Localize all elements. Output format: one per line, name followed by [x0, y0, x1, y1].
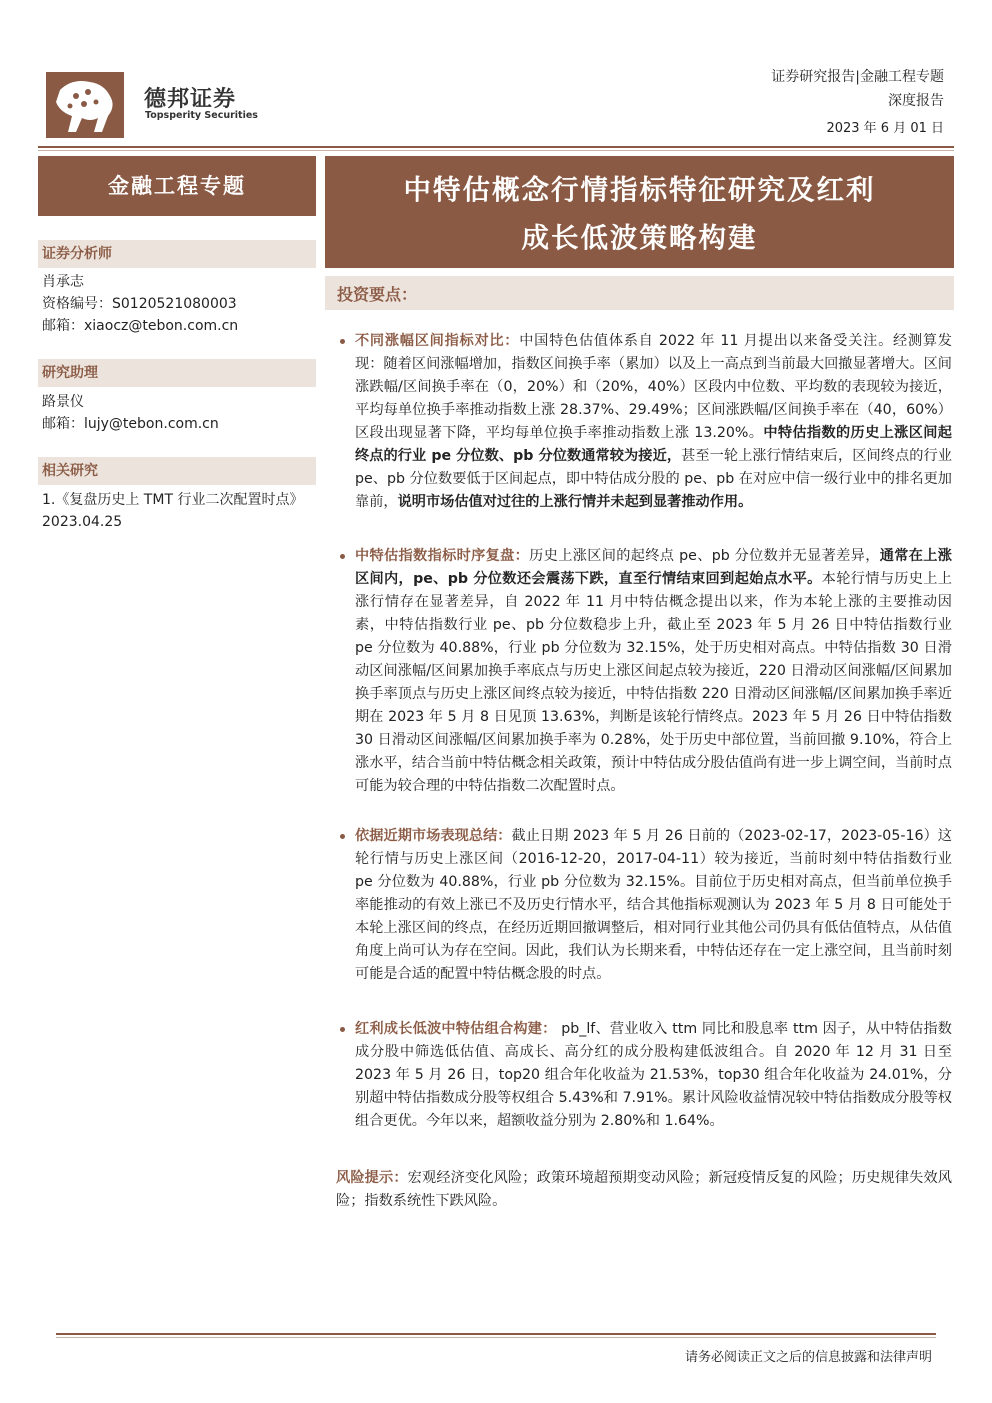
bullet-dot-icon	[340, 834, 345, 839]
keypoint-4-lead: 红利成长低波中特估组合构建：	[355, 1021, 557, 1037]
brand-name-en: Topsperity Securities	[145, 110, 258, 121]
assistant-name: 路景仪	[42, 394, 84, 410]
keypoint-1-bold: 中特估指数的历史上涨区间起终点的行业 pe 分位数、pb 分位数通常较为接近，	[355, 425, 952, 464]
analyst-section-header: 证券分析师	[38, 240, 316, 268]
related-item-1[interactable]: 1.《复盘历史上 TMT 行业二次配置时点》2023.04.25	[42, 492, 304, 530]
footer-divider-thin	[56, 1337, 936, 1338]
footer-divider	[56, 1333, 936, 1335]
risk-lead: 风险提示：	[336, 1170, 408, 1186]
assistant-email[interactable]: 邮箱：lujy@tebon.com.cn	[42, 416, 219, 432]
keypoint-1-lead: 不同涨幅区间指标对比：	[355, 333, 520, 349]
keypoint-1-text-2: 甚至一轮上涨行情结束后，区间终点的行业 pe、pb 分位数要低于区间起点，即中特估成分股的 pe、pb 在对应中信一级行业中的排名更加靠前，	[355, 448, 952, 510]
keypoint-2-bold: 通常在上涨区间内，pe、pb 分位数还会震荡下跌，直至行情结束回到起始点水平。	[355, 548, 952, 587]
keypoint-1	[355, 330, 952, 514]
keypoint-2	[355, 545, 952, 798]
report-type: 证券研究报告|金融工程专题	[771, 69, 944, 85]
analyst-email[interactable]: 邮箱：xiaocz@tebon.com.cn	[42, 318, 239, 334]
keypoint-1-bold-2: 说明市场估值对过往的上涨行情并未起到显著推动作用。	[397, 494, 753, 510]
bullet-dot-icon	[340, 554, 345, 559]
keypoint-2-lead: 中特估指数指标时序复盘：	[355, 548, 530, 564]
brand-logo-icon	[46, 72, 124, 138]
assistant-section-header: 研究助理	[38, 359, 316, 387]
bullet-dot-icon	[340, 339, 345, 344]
keypoint-2-text-2: 本轮行情与历史上上涨行情存在显著差异，自 2022 年 11 月中特估概念提出以来，作为本轮上涨的主要推动因素，中特估指数行业 pe、pb 分位数稳步上升，截止至 2023 年 5 月 26 日中特估指数行业 pe 分位数为 40.88%，行业 pb 分位数为 32.15%，处于历史相对高点。中特估指数 30 日滑动区间涨幅/区间累加换手率底点与历史上涨区间起点较为接近，220 日滑动区间涨幅/区间累加换手率顶点与历史上涨区间终点较为接近，中特估指数 220 日滑动区间涨幅/区间累加换手率近期在 2023 年 5 月 8 日见顶 13.63%，判断是该轮行情终点。2023 年 5 月 26 日中特估指数 30 日滑动区间涨幅/区间累加换手率为 0.28%，处于历史中部位置，当前回撤 9.10%，符合上涨水平，结合当前中特估概念相关政策，预计中特估成分股估值尚有进一步上调空间，当前时点可能为较合理的中特估指数二次配置时点。	[355, 571, 952, 794]
keypoint-3	[355, 825, 952, 986]
risk-warning	[336, 1167, 952, 1213]
keypoint-4-text: pb_lf、营业收入 ttm 同比和股息率 ttm 因子，从中特估指数成分股中筛选低估值、高成长、高分红的成分股构建低波组合。自 2020 年 12 月 31 日至 2023 年 5 月 26 日，top20 组合年化收益为 21.53%，top30 组合年化收益为 24.01%，分别超中特估指数成分股等权组合 5.43%和 7.91%。累计风险收益情况较中特估指数成分股等权组合更优。今年以来，超额收益分别为 2.80%和 1.64%。	[355, 1021, 952, 1129]
keypoint-2-text: 历史上涨区间的起终点 pe、pb 分位数并无显著差异，	[529, 548, 880, 564]
title-line-2: 成长低波策略构建	[521, 222, 758, 254]
analyst-name: 肖承志	[42, 274, 84, 290]
related-section-header: 相关研究	[38, 457, 316, 485]
keypoint-4	[355, 1018, 952, 1133]
keypoints-header	[325, 276, 954, 310]
footer-disclaimer[interactable]: 请务必阅读正文之后的信息披露和法律声明	[684, 1350, 932, 1365]
keypoints-label: 投资要点：	[337, 285, 418, 304]
sidebar-banner: 金融工程专题	[38, 156, 316, 216]
header-divider	[38, 146, 954, 148]
analyst-cert: 资格编号：S0120521080003	[42, 296, 237, 312]
brand-name-cn: 德邦证券	[144, 86, 237, 112]
title-line-1: 中特估概念行情指标特征研究及红利	[403, 174, 876, 206]
keypoint-3-text: 截止日期 2023 年 5 月 26 日前的（2023-02-17，2023-05-16）这轮行情与历史上涨区间（2016-12-20，2017-04-11）较为接近，当前时刻中特估指数行业 pe 分位数为 40.88%，行业 pb 分位数为 32.15%。目前位于历史相对高点，但当前单位换手率能推动的有效上涨已不及历史行情水平，结合其他指标观测认为 2023 年 5 月 8 日可能处于本轮上涨区间的终点，在经历近期回撤调整后，相对同行业其他公司仍具有低估值特点，从估值角度上尚可认为存在空间。因此，我们认为长期来看，中特估还存在一定上涨空间，且当前时刻可能是合适的配置中特估概念股的时点。	[355, 828, 952, 982]
bullet-dot-icon	[340, 1027, 345, 1032]
report-subtype: 深度报告	[888, 93, 944, 109]
report-title	[325, 156, 954, 268]
risk-text: 宏观经济变化风险；政策环境超预期变动风险；新冠疫情反复的风险；历史规律失效风险；指数系统性下跌风险。	[336, 1170, 952, 1209]
report-date: 2023 年 6 月 01 日	[826, 121, 944, 136]
header-divider-thin	[38, 150, 954, 151]
keypoint-1-text: 中国特色估值体系自 2022 年 11 月提出以来备受关注。经测算发现：随着区间涨幅增加，指数区间换手率（累加）以及上一高点到当前最大回撤显著增大。区间涨跌幅/区间换手率在（0，20%）和（20%，40%）区段内中位数、平均数的表现较为接近，平均每单位换手率推动指数上涨 28.37%、29.49%；区间涨跌幅/区间换手率在（40，60%）区段出现显著下降，平均每单位换手率推动指数上涨 13.20%。	[355, 333, 952, 441]
keypoint-3-lead: 依据近期市场表现总结：	[355, 828, 512, 844]
